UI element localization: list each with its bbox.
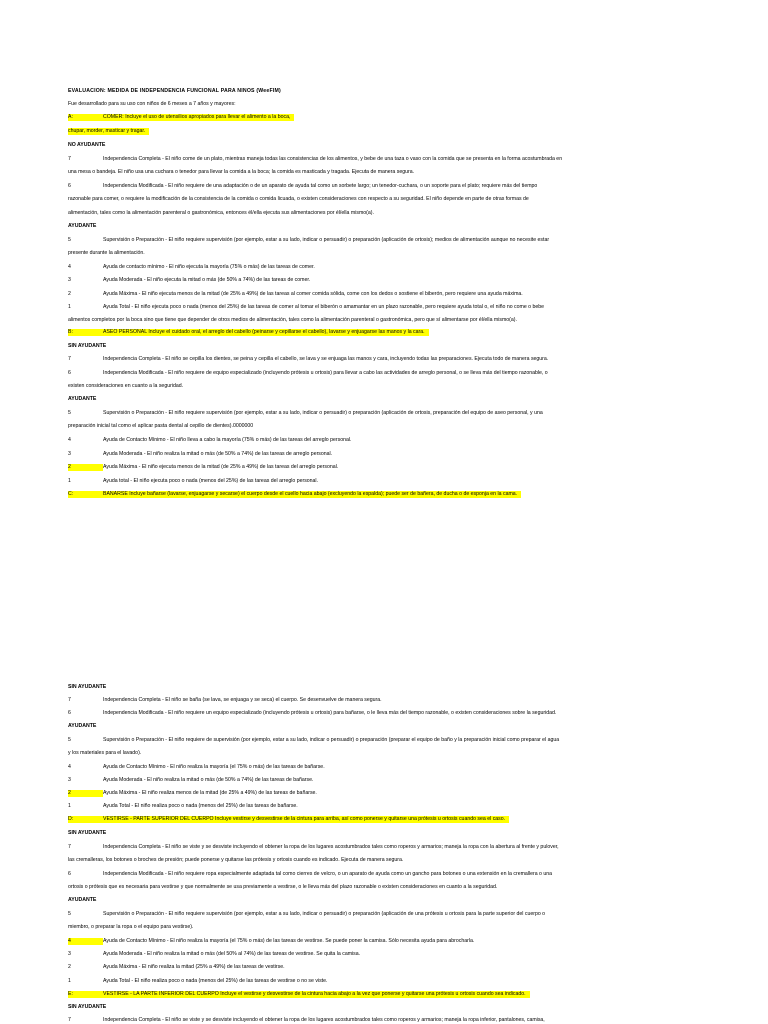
section-b-item-1: 1 Ayuda total - El niño ejecuta poco o nada (menos del 25%) de las tareas del arreglo personal. xyxy=(68,478,319,484)
section-d-item-4: 4 Ayuda de Contacto Mínimo - El niño realiza la mayoría (el 75% o más) de las tareas de vestirse. Se puede poner la camisa. Sólo necesita ayuda para abrocharla. xyxy=(68,938,475,944)
section-c-item-5-cont: y los materiales para el lavado). xyxy=(68,750,142,756)
section-b-item-4: 4 Ayuda de Contacto Mínimo - El niño lleva a cabo la mayoría (75% o más) de las tareas del arreglo personal. xyxy=(68,437,352,443)
section-b-no-helper: SIN AYUDANTE xyxy=(68,343,107,349)
section-a-heading-cont: chupar, morder, masticar y tragar. xyxy=(68,128,708,135)
section-b-helper: AYUDANTE xyxy=(68,396,97,402)
section-a-item-6: 6 Independencia Modificada - El niño requiere de una adaptación o de un aparato de ayuda tal como un sorbete largo; un tenedor-cuchara, o un soporte para el plato; requiere más del tiempo xyxy=(68,183,538,189)
section-a-item-5-cont: presente durante la alimentación. xyxy=(68,250,145,256)
section-d-item-7-cont: las cremalleras, los botones o broches de presión; puede ponerse y quitarse las prótesis y ortosis cuando es indicado. Ejecuta de manera segura. xyxy=(68,857,404,863)
section-b-item-7: 7 Independencia Completa - El niño se cepilla los dientes, se peina y cepilla el cabello, se lava y se enjuaga las manos y cara, incluyendo todas las preparaciones. Ejecuta todo de manera segura. xyxy=(68,356,549,362)
section-d-item-7: 7 Independencia Completa - El niño se viste y se desviste incluyendo el obtener la ropa de los lugares acostumbrados tales como roperos y armarios; maneja la ropa con la abertura al frente y pulover, xyxy=(68,844,559,850)
section-c-heading: C: BAÑARSE Incluye bañarse (lavarse, enjuagarse y secarse) el cuerpo desde el cuello hacia abajo (excluyendo la espalda); puede ser de bañera, de ducha o de esponja en la cama. xyxy=(68,491,708,498)
section-d-no-helper: SIN AYUDANTE xyxy=(68,830,107,836)
intro-text: Fue desarrollado para su uso con niños de 6 meses a 7 años y mayores: xyxy=(68,101,236,107)
section-d-item-6: 6 Independencia Modificada - El niño requiere ropa especialmente adaptada tal como cierres de velcro, o un aparato de ayuda como un gancho para botones o una extensión en la cremallera o una xyxy=(68,871,553,877)
section-a-item-7-cont: una mesa o bandeja. El niño usa una cuchara o tenedor para llevar la comida a la boca; la comida es masticada y tragada. Ejecuta de manera segura. xyxy=(68,169,415,175)
section-d-item-6-cont: ortosis o prótesis que es necesaria para vestirse y que normalmente se usa previamente a vestirse, o le lleva más del plazo razonable o existen consideraciones en cuanto a la seguridad. xyxy=(68,884,498,890)
section-d-item-2: 2 Ayuda Máxima - El niño realiza la mitad (25% a 49%) de las tareas de vestirse. xyxy=(68,964,285,970)
section-d-helper: AYUDANTE xyxy=(68,897,97,903)
section-a-helper: AYUDANTE xyxy=(68,223,97,229)
section-c-item-5: 5 Supervisión o Preparación - El niño requiere de supervisión (por ejemplo, estar a su lado, indicar o persuadir) o preparación (preparar el equipo de baño y la preparación inicial como preparar el agua xyxy=(68,737,560,743)
section-b-item-5-cont: preparación inicial tal como el aplicar pasta dental al cepillo de dientes).0000000 xyxy=(68,423,254,429)
section-c-item-7: 7 Independencia Completa - El niño se baña (se lava, se enjuaga y se seca) el cuerpo. Se desenvuelve de manera segura. xyxy=(68,697,382,703)
section-d-heading: D: VESTIRSE - PARTE SUPERIOR DEL CUERPO Incluye vestirse y desvestirse de la cintura para arriba, así como ponerse y quitarse una prótesis u ortosis cuando sea el caso. xyxy=(68,816,708,823)
section-c-item-4: 4 Ayuda de Contacto Mínimo - El niño realiza la mayoría (el 75% o más) de las tareas de bañarse. xyxy=(68,764,325,770)
section-a-item-5: 5 Supervisión o Preparación - El niño requiere supervisión (por ejemplo, estar a su lado, indicar o persuadir) o preparación (aplicación de ortosis); medios de alimentación aunque no necesite estar xyxy=(68,237,550,243)
section-a-item-1-cont: alimentos completos por la boca sino que tiene que depender de otros medios de alimentación, tales como la alimentación parenteral o gastronómica, pero que sí alimentarse por él/ella mismo(a). xyxy=(68,317,517,323)
section-c-item-1: 1 Ayuda Total - El niño realiza poco o nada (menos del 25%) de las tareas de bañarse. xyxy=(68,803,298,809)
section-e-no-helper: SIN AYUDANTE xyxy=(68,1004,107,1010)
section-b-item-3: 3 Ayuda Moderada - El niño realiza la mitad o más (de 50% a 74%) de las tareas de arreglo personal. xyxy=(68,451,333,457)
section-a-item-2: 2 Ayuda Máxima - El niño ejecuta menos de la mitad (de 25% a 49%) de las tareas al comer comida sólida, come con los dedos o sostiene el biberón, pero requiere una ayuda máxima. xyxy=(68,291,523,297)
section-a-item-4: 4 Ayuda de contacto mínimo - El niño ejecuta la mayoría (75% o más) de las tareas de comer. xyxy=(68,264,315,270)
section-c-item-3: 3 Ayuda Moderada - El niño realiza la mitad o más (de 50% a 74%) de las tareas de bañarse. xyxy=(68,777,314,783)
section-b-item-5: 5 Supervisión o Preparación - El niño requiere supervisión (por ejemplo, estar a su lado, indicar o persuadir) o preparación (aplicación de ortosis, preparación del equipo de aseo personal, y una xyxy=(68,410,543,416)
section-a-heading: A: COMER: Incluye el uso de utensilios apropiados para llevar el alimento a la boca, xyxy=(68,114,708,121)
section-b-item-6: 6 Independencia Modificada - El niño requiere de equipo especializado (incluyendo prótesis u ortosis) para llevar a cabo las actividades de arreglo personal, o se lleva más del tiempo razonable, o xyxy=(68,370,548,376)
section-b-item-6-cont: existen consideraciones en cuanto a la seguridad. xyxy=(68,383,184,389)
section-a-no-helper: NO AYUDANTE xyxy=(68,142,106,148)
section-a-item-6-cont2: alimentación, tales como la alimentación parenteral o gastronómica, entonces él/ella ejecuta sus alimentaciones por él/ella mismo(a). xyxy=(68,210,374,216)
section-c-no-helper: SIN AYUDANTE xyxy=(68,684,107,690)
section-a-item-7: 7 Independencia Completa - El niño come de un plato, mientras maneja todas las consistencias de los alimentos, y bebe de una taza o vaso con la comida que se presenta en la forma acostumbrada en xyxy=(68,156,563,162)
section-a-item-6-cont: razonable para comer, o requiere la modificación de la consistencia de la comida o comida licuada, o existen consideraciones con respecto a su seguridad. El niño depende en parte de otras formas de xyxy=(68,196,529,202)
section-b-heading: B: ASEO PERSONAL Incluye el cuidado oral, el arreglo del cabello (peinarse y cepillarse el cabello), lavarse y enjuagarse las manos y la cara. xyxy=(68,329,708,336)
section-a-item-1: 1 Ayuda Total - El niño ejecuta poco o nada (menos del 25%) de las tareas de comer al tomar el biberón o amamantar en un plazo razonable, pero requiere ayuda total o, el niño no come o bebe xyxy=(68,304,545,310)
section-c-helper: AYUDANTE xyxy=(68,723,97,729)
section-d-item-5: 5 Supervisión o Preparación - El niño requiere supervisión (por ejemplo, estar a su lado, indicar o persuadir) o preparación (aplicación de una prótesis u ortosis para la parte superior del cuerpo o xyxy=(68,911,546,917)
section-c-item-6: 6 Independencia Modificada - El niño requiere un equipo especializado (incluyendo prótesis u ortosis) para bañarse, o le lleva más del tiempo razonable, o existen consideraciones sobre la seguridad. xyxy=(68,710,557,716)
section-d-item-5-cont: miembro, o preparar la ropa o el equipo para vestirse). xyxy=(68,924,194,930)
section-a-item-3: 3 Ayuda Moderada - El niño ejecuta la mitad o más (de 50% a 74%) de las tareas de comer. xyxy=(68,277,311,283)
section-d-item-1: 1 Ayuda Total - El niño realiza poco o nada (menos del 25%) de las tareas de vestirse o no se viste. xyxy=(68,978,328,984)
section-b-item-2: 2 Ayuda Máxima - El niño ejecuta menos de la mitad (de 25% a 49%) de las tareas del arreglo personal. xyxy=(68,464,339,470)
section-e-heading: E: VESTIRSE - LA PARTE INFERIOR DEL CUERPO Incluye el vestirse y desvestirse de la cintura hacia abajo a la vez que ponerse y quitarse una prótesis u ortosis cuando sea indicado. xyxy=(68,991,708,998)
section-c-item-2: 2 Ayuda Máxima - El niño realiza menos de la mitad (de 25% a 49%) de las tareas de bañarse. xyxy=(68,790,317,796)
document-title: EVALUACIÓN: MEDIDA DE INDEPENDENCIA FUNCIONAL PARA NIÑOS (WeeFIM) xyxy=(68,88,281,94)
section-d-item-3: 3 Ayuda Moderada - El niño realiza la mitad o más (del 50% al 74%) de las tareas de vestirse. Se quita la camisa. xyxy=(68,951,361,957)
section-e-item-7: 7 Independencia Completa - El niño se viste y se desviste incluyendo el obtener la ropa de los lugares acostumbrados tales como roperos y armarios; maneja la ropa inferior, pantalones, camisa, xyxy=(68,1017,545,1023)
